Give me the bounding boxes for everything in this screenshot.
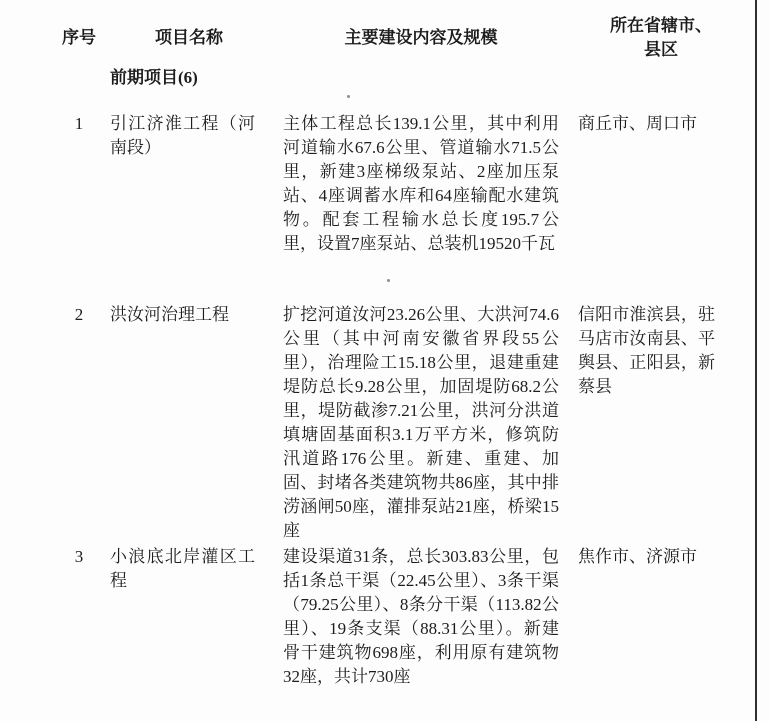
section-label: 前期项目(6) (110, 68, 198, 87)
row-location: 信阳市淮滨县，驻马店市汝南县、平舆县、正阳县，新蔡县 (578, 305, 715, 396)
column-header-content-scale: 主要建设内容及规模 (344, 28, 498, 47)
table-row (55, 303, 755, 543)
row-seq: 1 (74, 114, 84, 133)
column-header-project-name: 项目名称 (155, 28, 223, 47)
row-content: 扩挖河道汝河23.26公里、大洪河74.6公里（其中河南安徽省界段55公里），治理险工15.18公里，退建重建堤防总长9.28公里，加固堤防68.2公里，堤防截渗7.21公里，洪河分洪道填塘固基面积3.1万平方米，修筑防汛道路176公里。新建、重建、加固、封堵各类建筑物共86座，其中排涝涵闸50座，灌排泵站21座，桥梁15座 (283, 305, 559, 540)
table-row (55, 545, 755, 689)
row-location: 焦作市、济源市 (578, 547, 697, 566)
column-header-location-text: 所在省辖市、县区 (610, 16, 712, 59)
column-header-location (567, 14, 755, 62)
section-row (55, 66, 755, 90)
row-project-name: 引江济淮工程（河南段） (110, 114, 255, 157)
column-header-seq: 序号 (62, 28, 96, 47)
row-content: 主体工程总长139.1公里，其中利用河道输水67.6公里、管道输水71.5公里，新建3座梯级泵站、2座加压泵站、4座调蓄水库和64座输配水建筑物。配套工程输水总长度195.7公里，设置7座泵站、总装机19520千瓦 (283, 114, 559, 253)
table-header-row (55, 6, 755, 62)
row-seq: 3 (74, 547, 84, 566)
row-content: 建设渠道31条，总长303.83公里，包括1条总干渠（22.45公里）、3条干渠（79.25公里）、8条分干渠（113.82公里）、19条支渠（88.31公里）。新建骨干建筑物698座，利用原有建筑物32座，共计730座 (283, 547, 559, 686)
row-project-name: 洪汝河治理工程 (110, 305, 229, 324)
row-project-name: 小浪底北岸灌区工程 (110, 547, 255, 590)
page-edge-scan-line (755, 0, 757, 721)
table-row (55, 112, 755, 256)
row-location: 商丘市、周口市 (578, 114, 697, 133)
row-seq: 2 (74, 305, 84, 324)
projects-table (55, 6, 755, 689)
